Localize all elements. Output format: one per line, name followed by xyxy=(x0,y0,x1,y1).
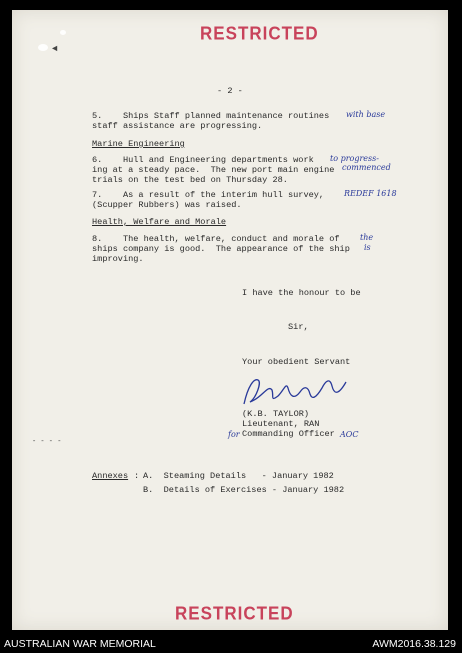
handwritten-annotation: the xyxy=(360,233,374,242)
footer-institution: AUSTRALIAN WAR MEMORIAL xyxy=(4,638,156,650)
paragraph-8-line-3: improving. xyxy=(92,254,144,264)
edge-mark: - - - - xyxy=(32,438,62,446)
handwritten-annotation: AOC xyxy=(340,430,359,439)
document-page xyxy=(12,10,448,630)
paper-blemish xyxy=(38,44,48,51)
paragraph-5-line-2: staff assistance are progressing. xyxy=(92,121,263,131)
paper-blemish xyxy=(60,30,66,35)
handwritten-annotation: is xyxy=(364,243,371,252)
paragraph-6-line-3: trials on the test bed on Thursday 28. xyxy=(92,175,288,185)
handwritten-annotation: to progress- xyxy=(330,154,379,163)
signatory-name: (K.B. TAYLOR) xyxy=(242,409,310,419)
restricted-stamp-bottom: RESTRICTED xyxy=(175,603,294,624)
paragraph-7-line-2: (Scupper Rubbers) was raised. xyxy=(92,200,242,210)
handwritten-annotation: commenced xyxy=(342,163,391,172)
signature-image xyxy=(238,372,353,408)
paragraph-6-line-2: ing at a steady pace. The new port main engine xyxy=(92,165,335,175)
closing-honour: I have the honour to be xyxy=(242,288,361,298)
page-number: - 2 - xyxy=(217,86,243,96)
handwritten-annotation: for xyxy=(228,430,240,439)
closing-servant: Your obedient Servant xyxy=(242,357,351,367)
footer-accession-number: AWM2016.38.129 xyxy=(372,638,456,650)
heading-health-welfare-morale: Health, Welfare and Morale xyxy=(92,217,227,227)
handwritten-annotation: REDEF 1618 xyxy=(344,189,397,198)
handwritten-annotation: with base xyxy=(346,110,386,119)
signatory-role: Commanding Officer xyxy=(242,429,335,439)
annexes-label: Annexes xyxy=(92,471,129,481)
restricted-stamp-top: RESTRICTED xyxy=(200,23,319,44)
paragraph-8-line-1: 8. The health, welfare, conduct and morale of xyxy=(92,234,340,244)
paragraph-7-line-1: 7. As a result of the interim hull survey, xyxy=(92,190,325,200)
footer-bar xyxy=(0,632,462,653)
paragraph-5-line-1: 5. Ships Staff planned maintenance routines xyxy=(92,111,330,121)
paragraph-8-line-2: ships company is good. The appearance of the ship xyxy=(92,244,350,254)
annexes-colon: : xyxy=(134,471,140,481)
heading-marine-engineering: Marine Engineering xyxy=(92,139,185,149)
closing-sir: Sir, xyxy=(288,322,309,332)
signatory-rank: Lieutenant, RAN xyxy=(242,419,320,429)
ink-mark: ◄ xyxy=(52,44,58,54)
paragraph-6-line-1: 6. Hull and Engineering departments work xyxy=(92,155,314,165)
annex-a: A. Steaming Details - January 1982 xyxy=(143,471,334,481)
annex-b: B. Details of Exercises - January 1982 xyxy=(143,485,345,495)
